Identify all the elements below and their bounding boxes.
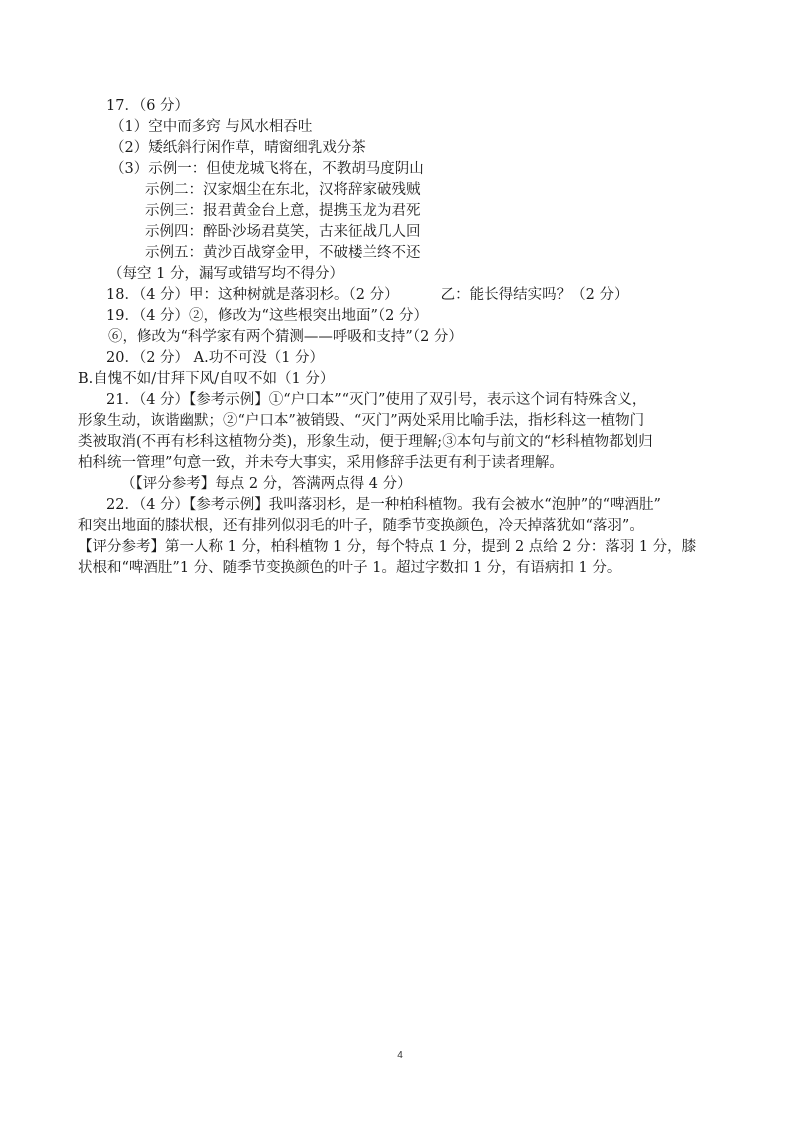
q17-heading: 17．（6 分） bbox=[106, 98, 190, 114]
q17-answer-2: （2）矮纸斜行闲作草，晴窗细乳戏分茶 bbox=[110, 140, 366, 156]
q17-answer-3-example-4: 示例四：醉卧沙场君莫笑，古来征战几人回 bbox=[145, 224, 421, 240]
q19-answer-1: 19．（4 分）②，修改为“这些根突出地面”（2 分） bbox=[106, 308, 428, 324]
q20-answer-b: B.自愧不如/甘拜下风/自叹不如（1 分） bbox=[78, 371, 335, 387]
q17-answer-3-example-5: 示例五：黄沙百战穿金甲，不破楼兰终不还 bbox=[145, 245, 421, 261]
q20-answer-a: 20．（2 分） A.功不可没（1 分） bbox=[106, 350, 325, 366]
q21-answer-line-4: 柏科统一管理”句意一致，并未夸大事实，采用修辞手法更有利于读者理解。 bbox=[78, 455, 564, 471]
page-number: 4 bbox=[397, 1050, 403, 1061]
q17-scoring-note: （每空 1 分，漏写或错写均不得分） bbox=[108, 266, 344, 282]
q21-answer-line-3: 类被取消(不再有杉科这植物分类)，形象生动，便于理解;③本句与前文的“杉科植物都划归 bbox=[78, 434, 653, 450]
q19-answer-2: ⑥，修改为“科学家有两个猜测——呼吸和支持”（2 分） bbox=[108, 329, 463, 345]
q17-answer-3-example-1: （3）示例一：但使龙城飞将在，不教胡马度阴山 bbox=[110, 161, 424, 177]
q18-answer-b: 乙：能长得结实吗？（2 分） bbox=[440, 287, 629, 303]
q21-answer-line-2: 形象生动，诙谐幽默；②“户口本”被销毁、“灭门”两处采用比喻手法，指杉科这一植物门 bbox=[78, 413, 645, 429]
q22-answer-line-2: 和突出地面的膝状根，还有排列似羽毛的叶子，随季节变换颜色，冷天掉落犹如“落羽”。 bbox=[78, 518, 644, 534]
q21-scoring-note: （【评分参考】每点 2 分，答满两点得 4 分） bbox=[121, 476, 412, 492]
answer-key-body bbox=[78, 96, 718, 579]
q22-scoring-line-1: 【评分参考】第一人称 1 分，柏科植物 1 分，每个特点 1 分，提到 2 点给 2 分：落羽 1 分，膝 bbox=[78, 539, 697, 555]
q17-answer-1: （1）空中而多窍 与风水相吞吐 bbox=[110, 119, 313, 135]
q18-answer bbox=[78, 285, 718, 306]
q18-answer-a: 18．（4 分）甲：这种树就是落羽杉。（2 分） bbox=[106, 287, 399, 303]
q22-answer-line-1: 22．（4 分）【参考示例】我叫落羽杉，是一种柏科植物。我有会被水“泡肿”的“啤酒肚” bbox=[106, 497, 661, 513]
q17-answer-3-example-3: 示例三：报君黄金台上意，提携玉龙为君死 bbox=[145, 203, 421, 219]
q21-answer-line-1: 21．（4 分）【参考示例】①“户口本”“灭门”使用了双引号，表示这个词有特殊含义， bbox=[106, 392, 647, 408]
q17-answer-3-example-2: 示例二：汉家烟尘在东北，汉将辞家破残贼 bbox=[145, 182, 421, 198]
q22-scoring-line-2: 状根和“啤酒肚”1 分、随季节变换颜色的叶子 1。超过字数扣 1 分，有语病扣 1 分。 bbox=[78, 560, 622, 576]
